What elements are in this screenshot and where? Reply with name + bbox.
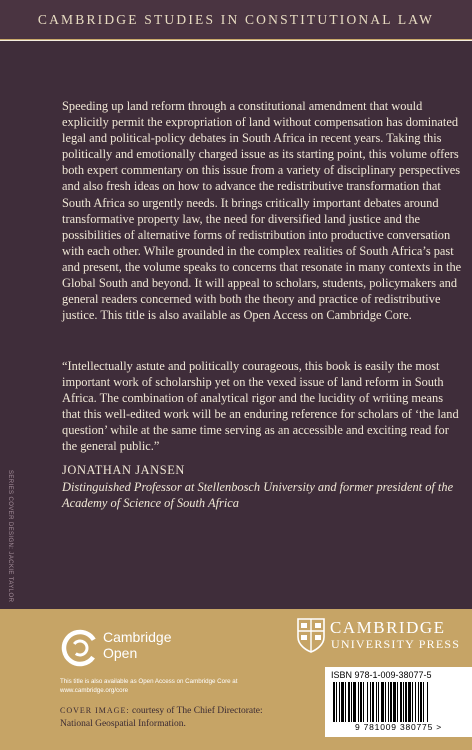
cambridge-open-name-line2: Open xyxy=(103,645,138,661)
cover-image-label: COVER IMAGE: xyxy=(60,706,130,715)
series-cover-design-credit: SERIES COVER DESIGN: JACKIE TAYLOR xyxy=(7,470,13,603)
barcode-box xyxy=(325,667,472,737)
cover-image-text: courtesy of The Chief Directorate: National Geospatial Information. xyxy=(60,706,263,729)
book-description: Speeding up land reform through a constitutional amendment that would explicitly permit the expropriation of land without compensation has dominated legal and political-policy debates in South Africa in recent years. Taking this politically and emotionally charged issue as its starting point, this volume offers both expert commentary on this issue from a variety of disciplinary perspectives and also fresh ideas on how to advance the redistributive transformation that South Africa so urgently needs. It brings critically important debates around transformative property law, the need for diversified land justice and the possibilities of alternative forms of redistribution into productive conversation with each other. While grounded in the complex realities of South Africa’s past and present, the volume speaks to concerns that resonate in many contexts in the Global South and beyond. It will appeal to scholars, students, policymakers and general readers concerned with both the theory and practice of redistributive justice. This title is also available as Open Access on Cambridge Core. xyxy=(62,99,462,323)
publisher-name-line2: UNIVERSITY PRESS xyxy=(331,637,461,651)
isbn-number: ISBN 978-1-009-38077-5 xyxy=(331,670,432,680)
barcode-icon xyxy=(333,682,464,722)
endorser-name: JONATHAN JANSEN xyxy=(62,463,185,477)
series-title: CAMBRIDGE STUDIES IN CONSTITUTIONAL LAW xyxy=(37,12,435,27)
publisher-name-line1: CAMBRIDGE xyxy=(330,618,446,637)
cover-image-credit xyxy=(60,704,280,731)
cambridge-open-name-line1: Cambridge xyxy=(103,629,172,645)
cambridge-open-logo-icon xyxy=(60,628,100,668)
open-access-note: This title is also available as Open Access on Cambridge Core at www.cambridge.org/core xyxy=(60,678,238,694)
endorsement-quote: “Intellectually astute and politically courageous, this book is easily the most important work of scholarship yet on the vexed issue of land reform in South Africa. The combination of analytical rigor and the lucidity of writing means that this well-edited work will be an enduring reference for scholars of ‘the land question’ while at the same time serving as an accessible and exciting read for the general public.” xyxy=(62,359,459,454)
barcode-digits: 9 781009 380775 > xyxy=(354,722,443,732)
endorser-affiliation: Distinguished Professor at Stellenbosch University and former president of the Academy of Science of South Africa xyxy=(62,480,454,511)
series-band xyxy=(0,0,472,40)
university-shield-icon xyxy=(296,617,326,653)
